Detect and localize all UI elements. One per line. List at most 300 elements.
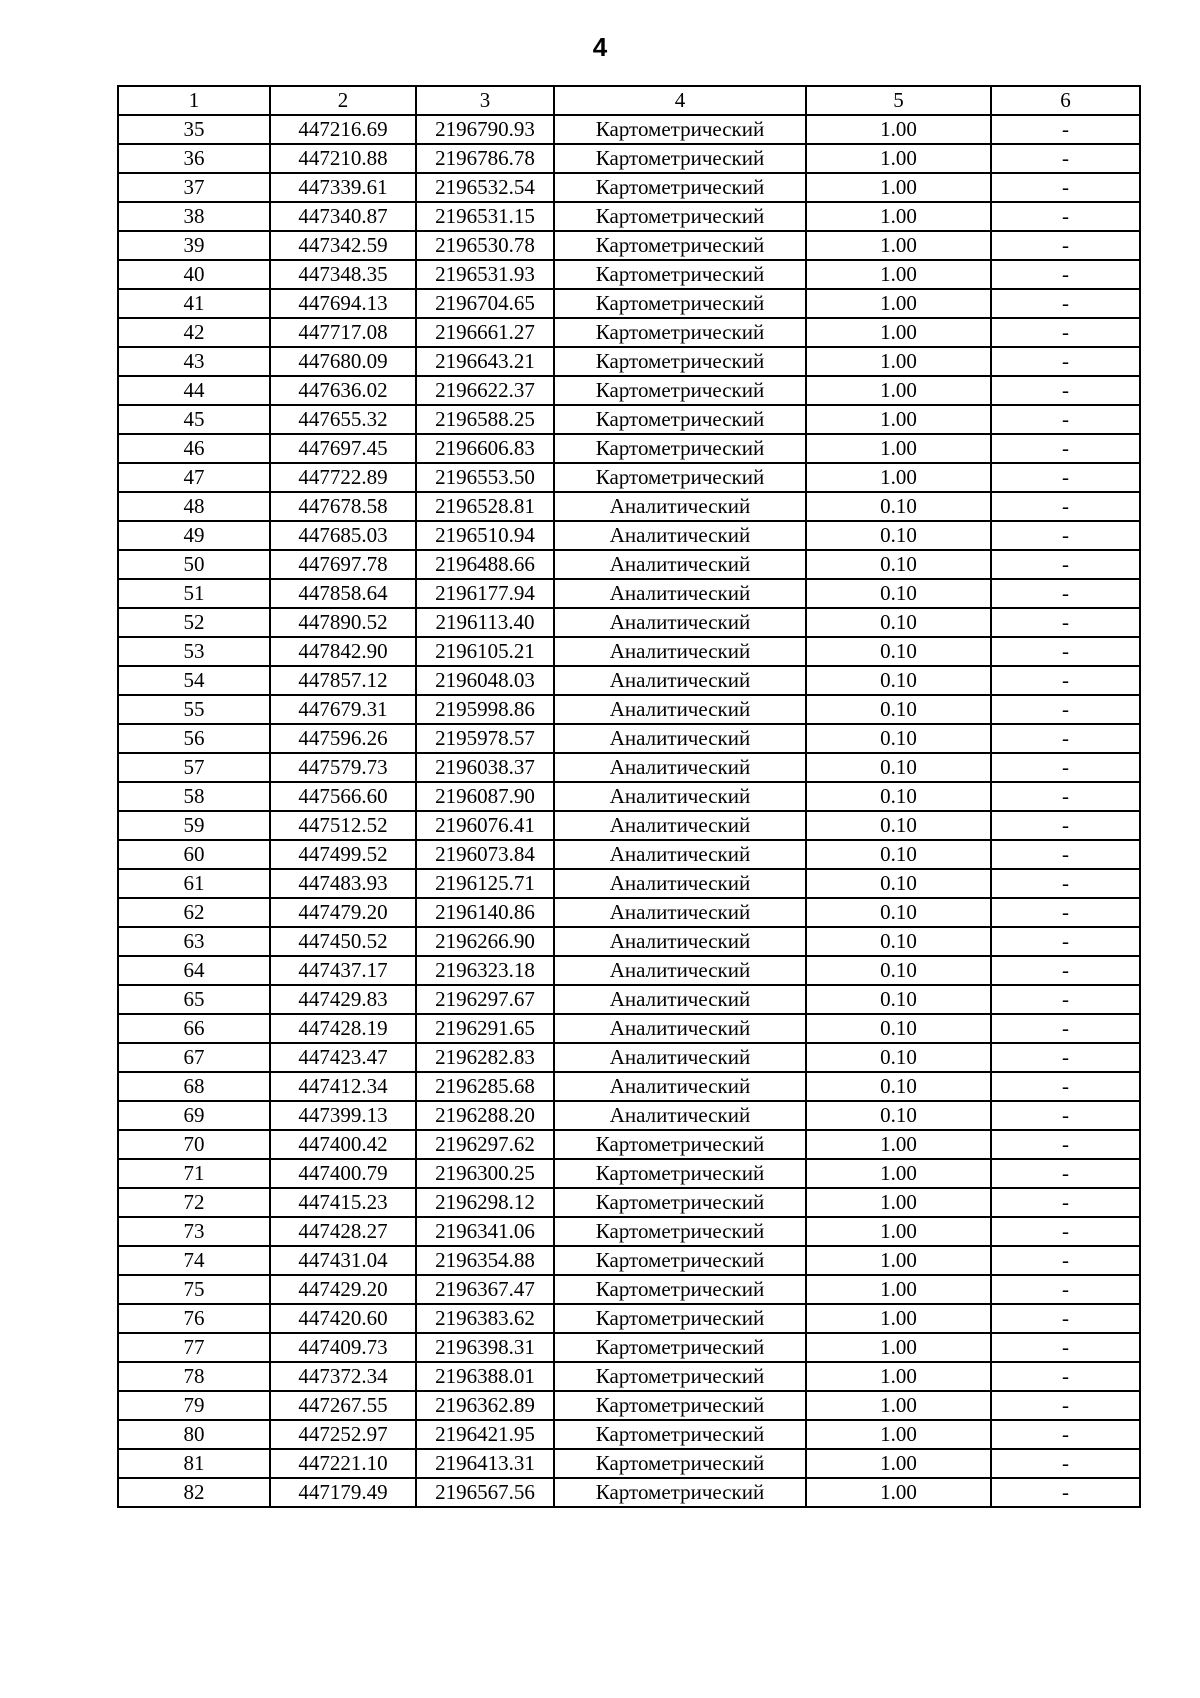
description-cell: - — [991, 1304, 1140, 1333]
accuracy-cell: 1.00 — [806, 1188, 991, 1217]
description-cell: - — [991, 405, 1140, 434]
y-coordinate-cell: 2196421.95 — [416, 1420, 554, 1449]
header-cell-3: 3 — [416, 86, 554, 115]
description-cell: - — [991, 1101, 1140, 1130]
description-cell: - — [991, 666, 1140, 695]
table-row — [118, 260, 1140, 289]
method-cell: Аналитический — [554, 724, 806, 753]
table-row — [118, 1449, 1140, 1478]
table-row — [118, 1275, 1140, 1304]
y-coordinate-cell: 2196285.68 — [416, 1072, 554, 1101]
y-coordinate-cell: 2195978.57 — [416, 724, 554, 753]
point-number-cell: 40 — [118, 260, 270, 289]
table-row — [118, 1188, 1140, 1217]
x-coordinate-cell: 447636.02 — [270, 376, 416, 405]
y-coordinate-cell: 2196531.93 — [416, 260, 554, 289]
y-coordinate-cell: 2196661.27 — [416, 318, 554, 347]
table-row — [118, 753, 1140, 782]
table-row — [118, 144, 1140, 173]
description-cell: - — [991, 695, 1140, 724]
method-cell: Картометрический — [554, 463, 806, 492]
point-number-cell: 61 — [118, 869, 270, 898]
accuracy-cell: 1.00 — [806, 1478, 991, 1507]
y-coordinate-cell: 2196567.56 — [416, 1478, 554, 1507]
accuracy-cell: 0.10 — [806, 637, 991, 666]
y-coordinate-cell: 2195998.86 — [416, 695, 554, 724]
accuracy-cell: 0.10 — [806, 521, 991, 550]
y-coordinate-cell: 2196622.37 — [416, 376, 554, 405]
point-number-cell: 45 — [118, 405, 270, 434]
accuracy-cell: 1.00 — [806, 231, 991, 260]
accuracy-cell: 1.00 — [806, 376, 991, 405]
table-row — [118, 115, 1140, 144]
accuracy-cell: 1.00 — [806, 318, 991, 347]
y-coordinate-cell: 2196413.31 — [416, 1449, 554, 1478]
table-row — [118, 289, 1140, 318]
method-cell: Картометрический — [554, 1449, 806, 1478]
y-coordinate-cell: 2196531.15 — [416, 202, 554, 231]
method-cell: Картометрический — [554, 202, 806, 231]
x-coordinate-cell: 447267.55 — [270, 1391, 416, 1420]
y-coordinate-cell: 2196643.21 — [416, 347, 554, 376]
method-cell: Картометрический — [554, 347, 806, 376]
point-number-cell: 62 — [118, 898, 270, 927]
description-cell: - — [991, 1159, 1140, 1188]
table-row — [118, 231, 1140, 260]
y-coordinate-cell: 2196297.62 — [416, 1130, 554, 1159]
method-cell: Аналитический — [554, 927, 806, 956]
accuracy-cell: 1.00 — [806, 463, 991, 492]
x-coordinate-cell: 447372.34 — [270, 1362, 416, 1391]
table-row — [118, 1043, 1140, 1072]
method-cell: Картометрический — [554, 1478, 806, 1507]
x-coordinate-cell: 447342.59 — [270, 231, 416, 260]
description-cell: - — [991, 1130, 1140, 1159]
accuracy-cell: 0.10 — [806, 782, 991, 811]
description-cell: - — [991, 347, 1140, 376]
method-cell: Аналитический — [554, 695, 806, 724]
point-number-cell: 38 — [118, 202, 270, 231]
table-row — [118, 898, 1140, 927]
method-cell: Картометрический — [554, 260, 806, 289]
table-row — [118, 1217, 1140, 1246]
x-coordinate-cell: 447858.64 — [270, 579, 416, 608]
x-coordinate-cell: 447400.79 — [270, 1159, 416, 1188]
description-cell: - — [991, 434, 1140, 463]
y-coordinate-cell: 2196140.86 — [416, 898, 554, 927]
x-coordinate-cell: 447428.27 — [270, 1217, 416, 1246]
table-row — [118, 1014, 1140, 1043]
point-number-cell: 73 — [118, 1217, 270, 1246]
method-cell: Картометрический — [554, 1188, 806, 1217]
page-number-text: 4 — [592, 32, 608, 62]
description-cell: - — [991, 115, 1140, 144]
point-number-cell: 59 — [118, 811, 270, 840]
description-cell: - — [991, 956, 1140, 985]
x-coordinate-cell: 447428.19 — [270, 1014, 416, 1043]
table-row — [118, 1362, 1140, 1391]
accuracy-cell: 0.10 — [806, 724, 991, 753]
description-cell: - — [991, 1420, 1140, 1449]
y-coordinate-cell: 2196266.90 — [416, 927, 554, 956]
method-cell: Аналитический — [554, 521, 806, 550]
point-number-cell: 46 — [118, 434, 270, 463]
method-cell: Аналитический — [554, 985, 806, 1014]
accuracy-cell: 0.10 — [806, 608, 991, 637]
method-cell: Аналитический — [554, 811, 806, 840]
point-number-cell: 81 — [118, 1449, 270, 1478]
description-cell: - — [991, 811, 1140, 840]
method-cell: Картометрический — [554, 318, 806, 347]
table-row — [118, 579, 1140, 608]
method-cell: Аналитический — [554, 550, 806, 579]
point-number-cell: 56 — [118, 724, 270, 753]
description-cell: - — [991, 985, 1140, 1014]
x-coordinate-cell: 447697.45 — [270, 434, 416, 463]
accuracy-cell: 0.10 — [806, 753, 991, 782]
table-row — [118, 1101, 1140, 1130]
method-cell: Картометрический — [554, 1275, 806, 1304]
accuracy-cell: 1.00 — [806, 434, 991, 463]
y-coordinate-cell: 2196532.54 — [416, 173, 554, 202]
x-coordinate-cell: 447399.13 — [270, 1101, 416, 1130]
method-cell: Картометрический — [554, 405, 806, 434]
description-cell: - — [991, 753, 1140, 782]
x-coordinate-cell: 447694.13 — [270, 289, 416, 318]
table-row — [118, 637, 1140, 666]
y-coordinate-cell: 2196510.94 — [416, 521, 554, 550]
y-coordinate-cell: 2196298.12 — [416, 1188, 554, 1217]
x-coordinate-cell: 447722.89 — [270, 463, 416, 492]
description-cell: - — [991, 1391, 1140, 1420]
accuracy-cell: 1.00 — [806, 1159, 991, 1188]
table-row — [118, 347, 1140, 376]
x-coordinate-cell: 447216.69 — [270, 115, 416, 144]
coordinates-table — [117, 85, 1141, 1508]
accuracy-cell: 1.00 — [806, 1130, 991, 1159]
point-number-cell: 76 — [118, 1304, 270, 1333]
accuracy-cell: 0.10 — [806, 695, 991, 724]
y-coordinate-cell: 2196038.37 — [416, 753, 554, 782]
description-cell: - — [991, 1014, 1140, 1043]
method-cell: Аналитический — [554, 637, 806, 666]
description-cell: - — [991, 1275, 1140, 1304]
description-cell: - — [991, 869, 1140, 898]
table-row — [118, 666, 1140, 695]
point-number-cell: 36 — [118, 144, 270, 173]
x-coordinate-cell: 447412.34 — [270, 1072, 416, 1101]
point-number-cell: 71 — [118, 1159, 270, 1188]
table-row — [118, 608, 1140, 637]
y-coordinate-cell: 2196383.62 — [416, 1304, 554, 1333]
table-row — [118, 927, 1140, 956]
point-number-cell: 70 — [118, 1130, 270, 1159]
point-number-cell: 50 — [118, 550, 270, 579]
table-row — [118, 782, 1140, 811]
accuracy-cell: 0.10 — [806, 840, 991, 869]
description-cell: - — [991, 898, 1140, 927]
description-cell: - — [991, 550, 1140, 579]
method-cell: Картометрический — [554, 1420, 806, 1449]
description-cell: - — [991, 521, 1140, 550]
point-number-cell: 57 — [118, 753, 270, 782]
method-cell: Аналитический — [554, 492, 806, 521]
accuracy-cell: 0.10 — [806, 985, 991, 1014]
table-row — [118, 724, 1140, 753]
accuracy-cell: 1.00 — [806, 1391, 991, 1420]
table-header — [118, 86, 1140, 115]
y-coordinate-cell: 2196282.83 — [416, 1043, 554, 1072]
method-cell: Аналитический — [554, 753, 806, 782]
y-coordinate-cell: 2196553.50 — [416, 463, 554, 492]
table-row — [118, 463, 1140, 492]
accuracy-cell: 1.00 — [806, 1333, 991, 1362]
table-row — [118, 173, 1140, 202]
description-cell: - — [991, 173, 1140, 202]
method-cell: Аналитический — [554, 608, 806, 637]
method-cell: Аналитический — [554, 1043, 806, 1072]
table-row — [118, 1130, 1140, 1159]
point-number-cell: 66 — [118, 1014, 270, 1043]
description-cell: - — [991, 260, 1140, 289]
method-cell: Аналитический — [554, 1014, 806, 1043]
x-coordinate-cell: 447450.52 — [270, 927, 416, 956]
method-cell: Картометрический — [554, 289, 806, 318]
point-number-cell: 74 — [118, 1246, 270, 1275]
table-body — [118, 115, 1140, 1507]
point-number-cell: 80 — [118, 1420, 270, 1449]
description-cell: - — [991, 318, 1140, 347]
x-coordinate-cell: 447423.47 — [270, 1043, 416, 1072]
accuracy-cell: 0.10 — [806, 927, 991, 956]
header-cell-5: 5 — [806, 86, 991, 115]
x-coordinate-cell: 447857.12 — [270, 666, 416, 695]
x-coordinate-cell: 447400.42 — [270, 1130, 416, 1159]
x-coordinate-cell: 447252.97 — [270, 1420, 416, 1449]
method-cell: Картометрический — [554, 1159, 806, 1188]
y-coordinate-cell: 2196362.89 — [416, 1391, 554, 1420]
table-row — [118, 985, 1140, 1014]
header-row — [118, 86, 1140, 115]
y-coordinate-cell: 2196323.18 — [416, 956, 554, 985]
method-cell: Аналитический — [554, 869, 806, 898]
x-coordinate-cell: 447678.58 — [270, 492, 416, 521]
x-coordinate-cell: 447431.04 — [270, 1246, 416, 1275]
description-cell: - — [991, 1043, 1140, 1072]
method-cell: Аналитический — [554, 1101, 806, 1130]
method-cell: Картометрический — [554, 1130, 806, 1159]
y-coordinate-cell: 2196354.88 — [416, 1246, 554, 1275]
point-number-cell: 67 — [118, 1043, 270, 1072]
x-coordinate-cell: 447409.73 — [270, 1333, 416, 1362]
header-cell-6: 6 — [991, 86, 1140, 115]
point-number-cell: 42 — [118, 318, 270, 347]
table-row — [118, 202, 1140, 231]
point-number-cell: 78 — [118, 1362, 270, 1391]
description-cell: - — [991, 724, 1140, 753]
method-cell: Аналитический — [554, 782, 806, 811]
point-number-cell: 44 — [118, 376, 270, 405]
accuracy-cell: 0.10 — [806, 492, 991, 521]
method-cell: Аналитический — [554, 956, 806, 985]
y-coordinate-cell: 2196300.25 — [416, 1159, 554, 1188]
description-cell: - — [991, 492, 1140, 521]
accuracy-cell: 1.00 — [806, 144, 991, 173]
method-cell: Картометрический — [554, 1362, 806, 1391]
accuracy-cell: 1.00 — [806, 1304, 991, 1333]
description-cell: - — [991, 1217, 1140, 1246]
point-number-cell: 69 — [118, 1101, 270, 1130]
x-coordinate-cell: 447596.26 — [270, 724, 416, 753]
header-cell-4: 4 — [554, 86, 806, 115]
description-cell: - — [991, 376, 1140, 405]
point-number-cell: 60 — [118, 840, 270, 869]
accuracy-cell: 1.00 — [806, 289, 991, 318]
description-cell: - — [991, 231, 1140, 260]
method-cell: Аналитический — [554, 898, 806, 927]
y-coordinate-cell: 2196341.06 — [416, 1217, 554, 1246]
x-coordinate-cell: 447685.03 — [270, 521, 416, 550]
method-cell: Картометрический — [554, 115, 806, 144]
y-coordinate-cell: 2196087.90 — [416, 782, 554, 811]
point-number-cell: 39 — [118, 231, 270, 260]
table-row — [118, 695, 1140, 724]
point-number-cell: 47 — [118, 463, 270, 492]
point-number-cell: 35 — [118, 115, 270, 144]
table-row — [118, 1072, 1140, 1101]
y-coordinate-cell: 2196125.71 — [416, 869, 554, 898]
method-cell: Картометрический — [554, 173, 806, 202]
y-coordinate-cell: 2196588.25 — [416, 405, 554, 434]
y-coordinate-cell: 2196291.65 — [416, 1014, 554, 1043]
x-coordinate-cell: 447566.60 — [270, 782, 416, 811]
accuracy-cell: 1.00 — [806, 1362, 991, 1391]
accuracy-cell: 0.10 — [806, 1014, 991, 1043]
method-cell: Картометрический — [554, 144, 806, 173]
table-row — [118, 840, 1140, 869]
y-coordinate-cell: 2196367.47 — [416, 1275, 554, 1304]
description-cell: - — [991, 289, 1140, 318]
description-cell: - — [991, 1188, 1140, 1217]
x-coordinate-cell: 447221.10 — [270, 1449, 416, 1478]
description-cell: - — [991, 1246, 1140, 1275]
y-coordinate-cell: 2196704.65 — [416, 289, 554, 318]
accuracy-cell: 1.00 — [806, 1420, 991, 1449]
point-number-cell: 68 — [118, 1072, 270, 1101]
description-cell: - — [991, 840, 1140, 869]
y-coordinate-cell: 2196177.94 — [416, 579, 554, 608]
method-cell: Картометрический — [554, 1217, 806, 1246]
accuracy-cell: 0.10 — [806, 579, 991, 608]
point-number-cell: 72 — [118, 1188, 270, 1217]
description-cell: - — [991, 202, 1140, 231]
y-coordinate-cell: 2196530.78 — [416, 231, 554, 260]
table-row — [118, 1246, 1140, 1275]
point-number-cell: 77 — [118, 1333, 270, 1362]
x-coordinate-cell: 447842.90 — [270, 637, 416, 666]
accuracy-cell: 0.10 — [806, 869, 991, 898]
accuracy-cell: 1.00 — [806, 115, 991, 144]
accuracy-cell: 1.00 — [806, 1449, 991, 1478]
x-coordinate-cell: 447210.88 — [270, 144, 416, 173]
x-coordinate-cell: 447415.23 — [270, 1188, 416, 1217]
table-row — [118, 318, 1140, 347]
table-row — [118, 492, 1140, 521]
y-coordinate-cell: 2196606.83 — [416, 434, 554, 463]
x-coordinate-cell: 447579.73 — [270, 753, 416, 782]
description-cell: - — [991, 782, 1140, 811]
x-coordinate-cell: 447340.87 — [270, 202, 416, 231]
table-row — [118, 1478, 1140, 1507]
x-coordinate-cell: 447348.35 — [270, 260, 416, 289]
table-row — [118, 521, 1140, 550]
x-coordinate-cell: 447429.20 — [270, 1275, 416, 1304]
method-cell: Картометрический — [554, 376, 806, 405]
header-cell-1: 1 — [118, 86, 270, 115]
accuracy-cell: 1.00 — [806, 202, 991, 231]
header-cell-2: 2 — [270, 86, 416, 115]
accuracy-cell: 0.10 — [806, 550, 991, 579]
description-cell: - — [991, 637, 1140, 666]
description-cell: - — [991, 608, 1140, 637]
table-row — [118, 1391, 1140, 1420]
table-row — [118, 550, 1140, 579]
point-number-cell: 51 — [118, 579, 270, 608]
description-cell: - — [991, 1072, 1140, 1101]
accuracy-cell: 1.00 — [806, 1275, 991, 1304]
method-cell: Аналитический — [554, 1072, 806, 1101]
method-cell: Картометрический — [554, 231, 806, 260]
x-coordinate-cell: 447420.60 — [270, 1304, 416, 1333]
y-coordinate-cell: 2196073.84 — [416, 840, 554, 869]
accuracy-cell: 1.00 — [806, 1246, 991, 1275]
y-coordinate-cell: 2196786.78 — [416, 144, 554, 173]
table-row — [118, 1304, 1140, 1333]
description-cell: - — [991, 1478, 1140, 1507]
accuracy-cell: 1.00 — [806, 260, 991, 289]
table-row — [118, 869, 1140, 898]
point-number-cell: 48 — [118, 492, 270, 521]
point-number-cell: 58 — [118, 782, 270, 811]
description-cell: - — [991, 1362, 1140, 1391]
x-coordinate-cell: 447483.93 — [270, 869, 416, 898]
method-cell: Аналитический — [554, 840, 806, 869]
x-coordinate-cell: 447512.52 — [270, 811, 416, 840]
table-row — [118, 434, 1140, 463]
x-coordinate-cell: 447437.17 — [270, 956, 416, 985]
y-coordinate-cell: 2196113.40 — [416, 608, 554, 637]
description-cell: - — [991, 1449, 1140, 1478]
table-row — [118, 1333, 1140, 1362]
point-number-cell: 52 — [118, 608, 270, 637]
page-number — [0, 30, 1200, 64]
point-number-cell: 55 — [118, 695, 270, 724]
table-row — [118, 1420, 1140, 1449]
accuracy-cell: 0.10 — [806, 1101, 991, 1130]
accuracy-cell: 1.00 — [806, 347, 991, 376]
point-number-cell: 43 — [118, 347, 270, 376]
x-coordinate-cell: 447680.09 — [270, 347, 416, 376]
y-coordinate-cell: 2196076.41 — [416, 811, 554, 840]
table-row — [118, 405, 1140, 434]
y-coordinate-cell: 2196048.03 — [416, 666, 554, 695]
x-coordinate-cell: 447890.52 — [270, 608, 416, 637]
description-cell: - — [991, 144, 1140, 173]
x-coordinate-cell: 447697.78 — [270, 550, 416, 579]
accuracy-cell: 0.10 — [806, 811, 991, 840]
method-cell: Аналитический — [554, 666, 806, 695]
accuracy-cell: 1.00 — [806, 405, 991, 434]
